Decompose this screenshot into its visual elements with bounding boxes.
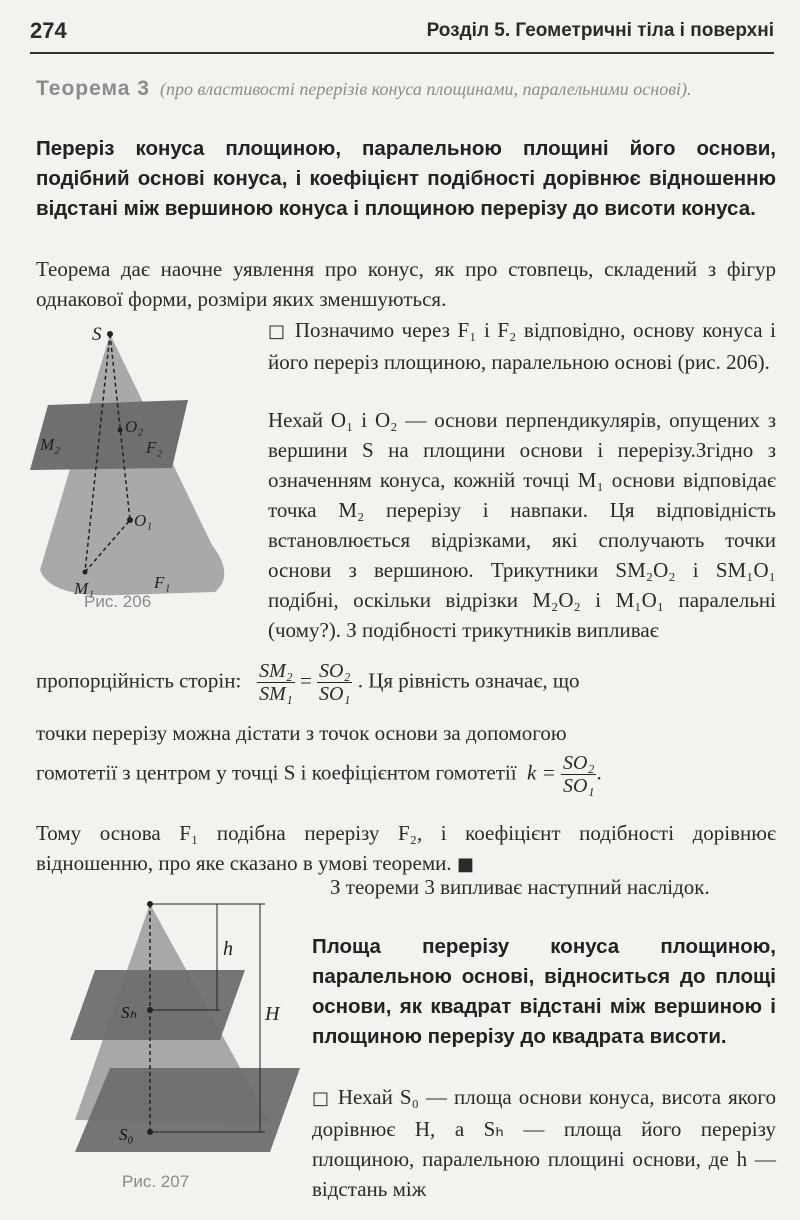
figure-207 (55, 890, 305, 1180)
base-plane (75, 1068, 300, 1152)
fraction-sm: $\frac{\text{SM₂}}{\text{SM₁}}$ (259, 660, 293, 705)
theorem-heading (36, 76, 776, 102)
label-S: S (92, 324, 102, 345)
homothety-line: гомотетії з центром у точці S і коефіцієнтом гомотетії k = $\frac{\text{SO₂}}{\text{SO₁}}$ . (36, 752, 602, 797)
corollary-proof: □ Нехай S₀ — площа основи конуса, висота якого дорівнює H, а Sₕ — площа його перерізу площиною, паралельною площині основи, де h — відстань між (312, 1085, 776, 1201)
label-Sh: Sₕ (121, 1003, 137, 1022)
label-H: H (265, 1003, 280, 1025)
fraction-k: $\frac{\text{SO₂}}{\text{SO₁}}$ (563, 752, 595, 797)
header-rule (30, 52, 774, 54)
label-M1: M₁ (74, 579, 95, 598)
page-number: 274 (30, 18, 67, 43)
label-O2: O₂ (125, 417, 144, 436)
label-F1: F₁ (154, 573, 171, 592)
label-M2: M₂ (40, 435, 61, 454)
section-title: Розділ 5. Геометричні тіла і поверхні (426, 20, 774, 41)
corollary-proof-square: □ (312, 1088, 331, 1109)
corollary-statement: Площа перерізу конуса площиною, паралельною основі, відноситься до площі основи, як квадрат відстані між вершиною і площиною перерізу до квадрата висоти. (312, 935, 776, 1048)
label-F2: F₂ (146, 438, 163, 457)
section-plane (70, 970, 245, 1040)
theorem-note: (про властивості перерізів конуса площинами, паралельними основі). (159, 79, 692, 99)
fraction-so: $\frac{\text{SO₂}}{\text{SO₁}}$ (319, 660, 351, 705)
proof-start-square: □ (268, 321, 288, 342)
proportion-line: пропорційність сторін: $\frac{\text{SM₂}}{\text{SM₁}}$ = $\frac{\text{SO₂}}{\text{SO₁}}$ . Ця рівність означає, що (36, 660, 580, 705)
theorem-label: Теорема 3 (36, 77, 150, 100)
proof-paragraph-3: Тому основа F₁ подібна перерізу F₂, і коефіцієнт подібності дорівнює відношенню, про яке сказано в умові теореми. ■ (36, 821, 776, 875)
figure-207-caption: Рис. 207 (122, 1172, 190, 1191)
proof-paragraph-2: Нехай O₁ і O₂ — основи перпендикулярів, опущених з вершини S на площини основи і перерізу.Згідно з означенням конуса, кожній точці M₁ основи відповідає точка M₂ перерізу і навпаки. Ця відповідність встановлюється відрізками, які сполучають точки основи з вершиною. Трикутники SM₂O₂ і SM₁O₁ подібні, оскільки відрізки M₂O₂ і M₁O₁ паралельні (чому?). З подібності трикутників випливає (268, 408, 776, 642)
figure-206 (30, 320, 235, 620)
corollary-intro: З теореми 3 випливає наступний наслідок. (330, 875, 710, 899)
proof-line-2: точки перерізу можна дістати з точок основи за допомогою (36, 721, 567, 745)
figure-206-caption: Рис. 206 (84, 592, 152, 611)
label-S0: S₀ (119, 1125, 134, 1144)
theorem-statement: Переріз конуса площиною, паралельною площині його основи, подібний основі конуса, і коефіцієнт подібності дорівнює відношенню відстані між вершиною конуса і площиною перерізу до висоти конуса. (36, 137, 776, 220)
label-O1: O₁ (134, 511, 153, 530)
proof-paragraph-1: □ Позначимо через F₁ і F₂ відповідно, основу конуса і його переріз площиною, паралельною основі (рис. 206). (268, 318, 776, 374)
intro-paragraph: Теорема дає наочне уявлення про конус, як про стовпець, складений з фігур однакової форми, розміри яких зменшуються. (36, 257, 776, 311)
qed-square: ■ (456, 854, 474, 875)
label-h: h (223, 938, 233, 960)
